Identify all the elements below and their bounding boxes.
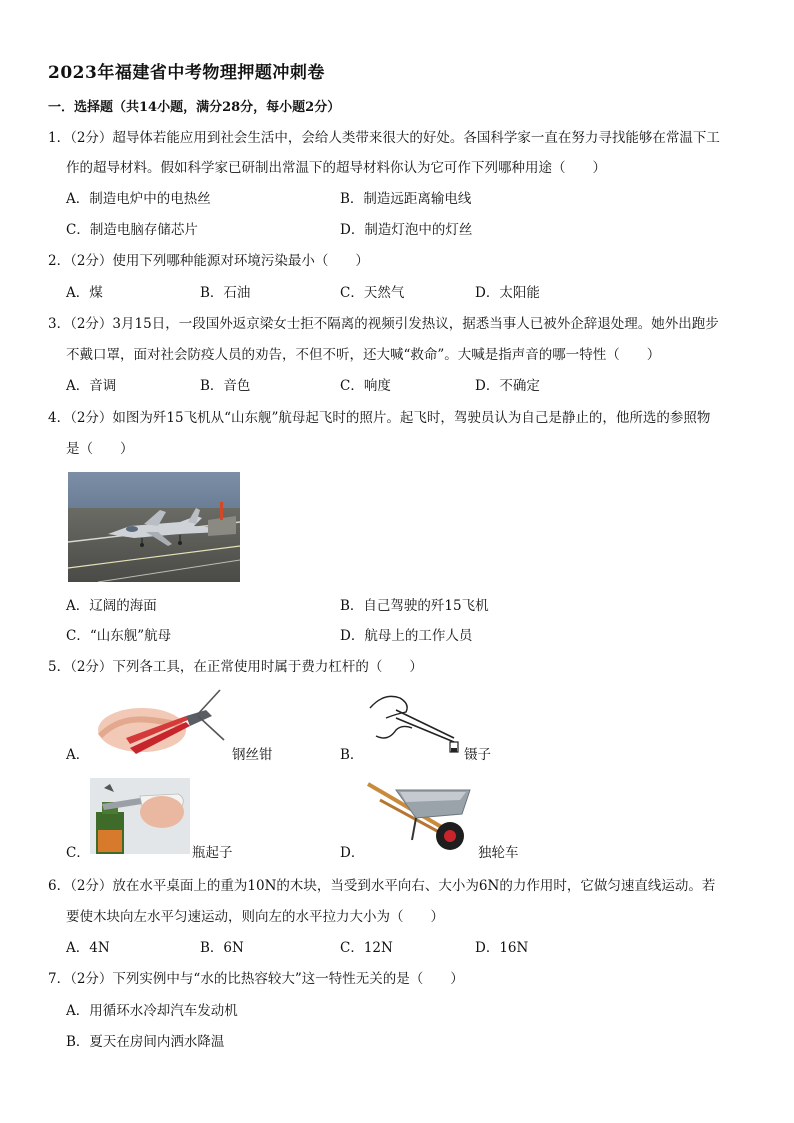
wire-pliers-image: [90, 686, 228, 762]
q2-option-b[interactable]: B．石油: [200, 285, 251, 301]
q3-option-a[interactable]: A．音调: [66, 378, 117, 394]
bottle-opener-image: [90, 778, 190, 854]
q3-stem-line2: 不戴口罩，面对社会防疫人员的劝告，不但不听，还大喊“救命”。大喊是指声音的哪一特性（ ）: [66, 347, 661, 363]
q4-option-c[interactable]: C．“山东舰”航母: [66, 628, 172, 644]
q1-option-b[interactable]: B．制造远距离输电线: [340, 191, 472, 207]
q3-stem-line1: 3．（2分）3月15日，一段国外返京梁女士拒不隔离的视频引发热议，据悉当事人已被外企辞退处理。她外出跑步: [48, 316, 719, 332]
q1-option-d[interactable]: D．制造灯泡中的灯丝: [340, 222, 473, 238]
q2-option-d[interactable]: D．太阳能: [475, 285, 540, 301]
q7-option-a[interactable]: A．用循环水冷却汽车发动机: [66, 1003, 238, 1019]
q3-option-c[interactable]: C．响度: [340, 378, 391, 394]
q2-stem: 2．（2分）使用下列哪种能源对环境污染最小（ ）: [48, 253, 369, 269]
wheelbarrow-image: [366, 776, 476, 856]
q6-stem-line1: 6．（2分）放在水平桌面上的重为10N的木块，当受到水平向右、大小为6N的力作用时，它做匀速直线运动。若: [48, 878, 716, 894]
q7-option-b[interactable]: B．夏天在房间内洒水降温: [66, 1034, 225, 1050]
q1-option-a[interactable]: A．制造电炉中的电热丝: [66, 191, 211, 207]
q5-option-a[interactable]: A．: [66, 747, 90, 763]
carrier-jet-photo: [68, 472, 240, 582]
q6-option-d[interactable]: D．16N: [475, 940, 529, 956]
q1-stem-line1: 1．（2分）超导体若能应用到社会生活中，会给人类带来很大的好处。各国科学家一直在努力寻找能够在常温下工: [48, 130, 720, 146]
q5-option-d-label: 独轮车: [478, 845, 519, 861]
q5-option-d[interactable]: D．: [340, 845, 365, 861]
q4-stem-line2: 是（ ）: [66, 441, 134, 457]
q4-option-a[interactable]: A．辽阔的海面: [66, 598, 157, 614]
tweezers-image: [366, 690, 462, 762]
q6-option-c[interactable]: C．12N: [340, 940, 393, 956]
q4-option-d[interactable]: D．航母上的工作人员: [340, 628, 473, 644]
section-heading: 一．选择题（共14小题，满分28分，每小题2分）: [48, 100, 341, 115]
q1-stem-line2: 作的超导材料。假如科学家已研制出常温下的超导材料你认为它可作下列哪种用途（ ）: [66, 160, 606, 176]
q7-stem: 7．（2分）下列实例中与“水的比热容较大”这一特性无关的是（ ）: [48, 971, 464, 987]
q2-option-c[interactable]: C．天然气: [340, 285, 405, 301]
q5-option-b[interactable]: B．: [340, 747, 364, 763]
q6-stem-line2: 要使木块向左水平匀速运动，则向左的水平拉力大小为（ ）: [66, 909, 444, 925]
page-title: 2023年福建省中考物理押题冲刺卷: [48, 63, 325, 83]
q3-option-b[interactable]: B．音色: [200, 378, 251, 394]
q5-option-a-label: 钢丝钳: [232, 747, 273, 763]
q3-option-d[interactable]: D．不确定: [475, 378, 540, 394]
q4-stem-line1: 4．（2分）如图为歼15飞机从“山东舰”航母起飞时的照片。起飞时，驾驶员认为自己是静止的，他所选的参照物: [48, 410, 711, 426]
q5-stem: 5．（2分）下列各工具，在正常使用时属于费力杠杆的（ ）: [48, 659, 423, 675]
q6-option-b[interactable]: B．6N: [200, 940, 244, 956]
q1-option-c[interactable]: C．制造电脑存储芯片: [66, 222, 198, 238]
q6-option-a[interactable]: A．4N: [66, 940, 110, 956]
q5-option-c[interactable]: C．: [66, 845, 90, 861]
q5-option-c-label: 瓶起子: [192, 845, 233, 861]
q5-option-b-label: 镊子: [464, 747, 491, 763]
q2-option-a[interactable]: A．煤: [66, 285, 103, 301]
q4-option-b[interactable]: B．自己驾驶的歼15飞机: [340, 598, 489, 614]
